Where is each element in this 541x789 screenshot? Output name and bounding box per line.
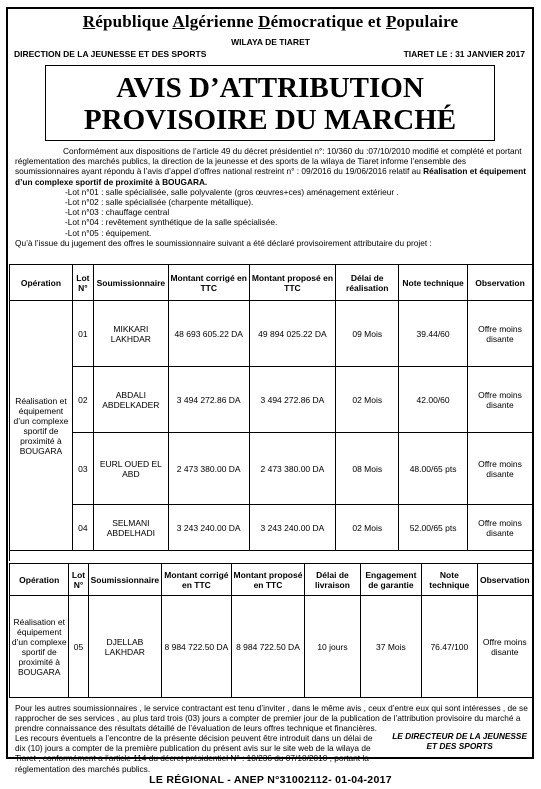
bidder-cell: SELMANI ABDELHADI: [93, 505, 168, 551]
lot-cell: 05: [69, 596, 88, 698]
bidder-cell: ABDALI ABDELKADER: [93, 367, 168, 433]
col-header: Soumissionnaire: [93, 265, 168, 301]
amount-corrected-cell: 2 473 380.00 DA: [168, 433, 249, 505]
delivery-delay-cell: 10 jours: [305, 596, 360, 698]
col-header: Observation: [468, 265, 533, 301]
lot-list: [15, 187, 527, 238]
republic-word: épublique: [95, 12, 173, 31]
amount-corrected-cell: 48 693 605.22 DA: [168, 301, 249, 367]
table-row: [10, 301, 533, 367]
amount-proposed-cell: 49 894 025.22 DA: [249, 301, 336, 367]
score-cell: 76.47/100: [422, 596, 477, 698]
col-header: Délai de réalisation: [336, 265, 399, 301]
amount-proposed-cell: 3 494 272.86 DA: [249, 367, 336, 433]
col-header: Note technique: [422, 564, 477, 596]
footer-paragraph: Les recours éventuels a l’encontre de la présente décision peuvent être introduit dans un délai de dix (10) jours a compter de la première publication du présent avis sur le site web de la wilaya de Tiaret , conformément a l’article 114 du décret présidentiel N° : 10/236 du 07/10/2010 , portant la réglementation des marchés publics.: [15, 733, 373, 774]
observation-cell: Offre moins disante: [468, 367, 533, 433]
col-header: Note technique: [399, 265, 468, 301]
republic-initial: A: [172, 12, 185, 31]
table-row: [10, 596, 533, 698]
observation-cell: Offre moins disante: [468, 433, 533, 505]
republic-word: lgérienne: [184, 12, 259, 31]
operation-cell: Réalisation et équipement d’un complexe sportif de proximité à BOUGARA: [10, 301, 73, 551]
observation-cell: Offre moins disante: [477, 596, 532, 698]
signature-line: ET DES SPORTS: [426, 741, 493, 751]
col-header: Engagement de garantie: [360, 564, 421, 596]
republic-initial: D: [258, 12, 271, 31]
delay-cell: 09 Mois: [336, 301, 399, 367]
bidder-cell: EURL OUED EL ABD: [93, 433, 168, 505]
col-header: Opération: [10, 564, 69, 596]
republic-word: opulaire: [396, 12, 459, 31]
lot-item: -Lot n°02 : salle spécialisée (charpente métallique).: [65, 197, 254, 208]
publication-reference: LE RÉGIONAL - ANEP N°31002112- 01-04-2017: [149, 774, 392, 786]
bidder-cell: MIKKARI LAKHDAR: [93, 301, 168, 367]
attribution-table-2: [9, 563, 533, 698]
republic-initial: R: [82, 12, 96, 31]
date-label: TIARET LE : 31 JANVIER 2017: [403, 49, 525, 59]
amount-proposed-cell: 3 243 240.00 DA: [249, 505, 336, 551]
lot-item: -Lot n°05 : équipement.: [65, 227, 152, 238]
lot-cell: 03: [72, 433, 93, 505]
amount-corrected-cell: 8 984 722.50 DA: [162, 596, 232, 698]
lot-item: -Lot n°01 : salle spécialisée, salle polyvalente (gros œuvres+ces) aménagement extérieur .: [65, 186, 399, 197]
intro-conclusion: Qu’à l’issue du jugement des offres le soumissionnaire suivant a été déclaré provisoirement attributaire du projet :: [15, 237, 432, 248]
score-cell: 42.00/60: [399, 367, 468, 433]
table-row: [10, 433, 533, 505]
warranty-cell: 37 Mois: [360, 596, 421, 698]
col-header: Montant corrigé en TTC: [168, 265, 249, 301]
score-cell: 48.00/65 pts: [399, 433, 468, 505]
delay-cell: 08 Mois: [336, 433, 399, 505]
lot-cell: 01: [72, 301, 93, 367]
table-row: [10, 367, 533, 433]
attribution-table-1: [9, 264, 533, 551]
lot-cell: 04: [72, 505, 93, 551]
amount-proposed-cell: 2 473 380.00 DA: [249, 433, 336, 505]
lot-item: -Lot n°04 : revêtement synthétique de la salle spécialisée.: [65, 217, 278, 228]
table-row: [10, 505, 533, 551]
col-header: Observation: [477, 564, 532, 596]
col-header: Montant proposé en TTC: [249, 265, 336, 301]
bidder-cell: DJELLAB LAKHDAR: [88, 596, 162, 698]
republic-header: [0, 12, 541, 32]
title-line-2: PROVISOIRE DU MARCHÉ: [83, 104, 457, 136]
intro-paragraph: Conformément aux dispositions de l’article 49 du décret présidentiel n°: 10/360 du :07/10/2010 modifié et complété et portant réglementation des marchés publics, la direction de la jeunesse et des sports de la wilaya de Tiaret informe l’ensemble des soumissionnaires ayant répondu à l’avis d’appel d’offres national restreint n° : 09/2016 du 19/06/2016 relatif au Réalisation et équipement d’un complexe sportif de proximité à BOUGARA.: [15, 146, 526, 187]
col-header: Montant proposé en TTC: [231, 564, 305, 596]
col-header: Délai de livraison: [305, 564, 360, 596]
signature: [392, 731, 527, 751]
col-header: Soumissionnaire: [88, 564, 162, 596]
col-header: Lot N°: [69, 564, 88, 596]
delay-cell: 02 Mois: [336, 505, 399, 551]
intro-text: [15, 146, 527, 248]
delay-cell: 02 Mois: [336, 367, 399, 433]
observation-cell: Offre moins disante: [468, 301, 533, 367]
lot-item: -Lot n°03 : chauffage central: [65, 207, 170, 218]
table-separator: [9, 551, 533, 561]
amount-proposed-cell: 8 984 722.50 DA: [231, 596, 305, 698]
score-cell: 52.00/65 pts: [399, 505, 468, 551]
score-cell: 39.44/60: [399, 301, 468, 367]
direction-label: DIRECTION DE LA JEUNESSE ET DES SPORTS: [14, 49, 207, 59]
lot-cell: 02: [72, 367, 93, 433]
col-header: Lot N°: [72, 265, 93, 301]
observation-cell: Offre moins disante: [468, 505, 533, 551]
signature-line: LE DIRECTEUR DE LA JEUNESSE: [392, 731, 527, 741]
amount-corrected-cell: 3 243 240.00 DA: [168, 505, 249, 551]
republic-word: émocratique et: [270, 12, 386, 31]
notice-title: [45, 65, 495, 141]
footer-paragraph: Pour les autres soumissionnaires , le service contractant est tenu d’inviter , dans le même avis , ceux d’entre eux qui sont intéresses , de se rapprocher de ses services , au plus tard trois (03) jours a compter de premier jour de la publication de l’attribution provisoire du marché a prendre connaissance des résultats détaillé de l’évaluation de leurs offres technique et financières.: [15, 703, 528, 734]
col-header: Montant corrigé en TTC: [162, 564, 232, 596]
amount-corrected-cell: 3 494 272.86 DA: [168, 367, 249, 433]
operation-cell: Réalisation et équipement d’un complexe sportif de proximité à BOUGARA: [10, 596, 69, 698]
republic-initial: P: [385, 12, 397, 31]
title-line-1: AVIS D’ATTRIBUTION: [116, 72, 424, 104]
wilaya-label: WILAYA DE TIARET: [231, 37, 310, 47]
col-header: Opération: [10, 265, 73, 301]
